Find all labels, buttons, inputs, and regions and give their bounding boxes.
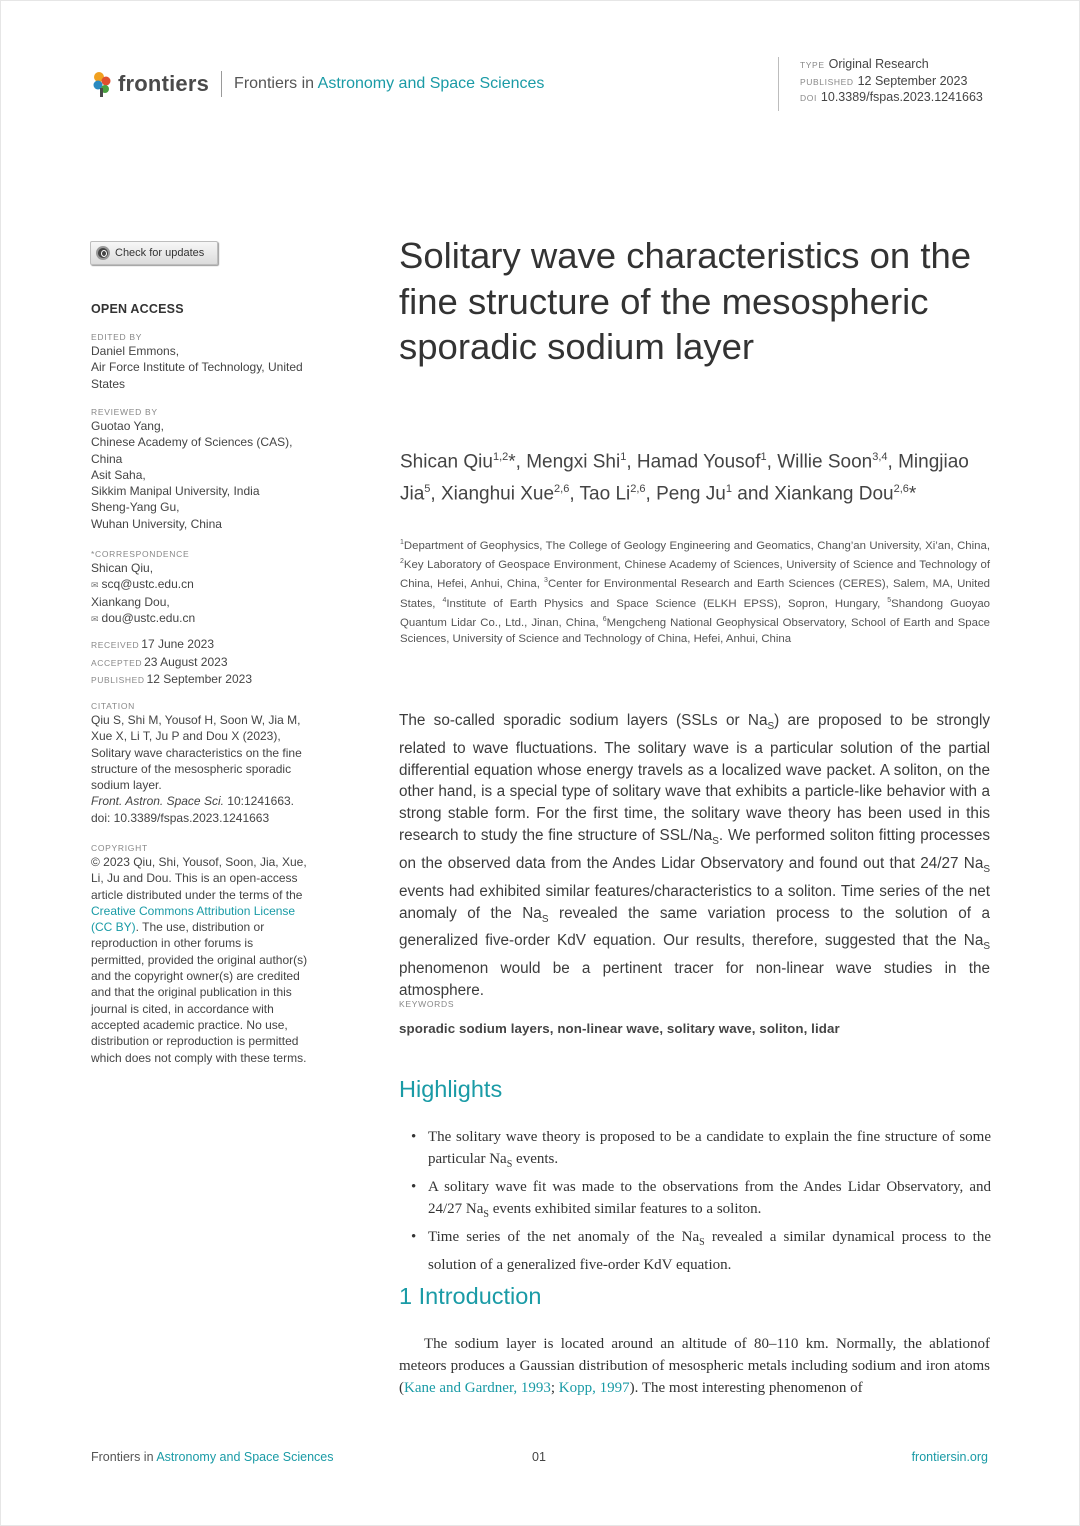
frontiers-logo-icon: [91, 71, 113, 97]
cc-license-link[interactable]: Creative Commons Attribution License: [91, 903, 296, 918]
correspondence-section: *CORRESPONDENCE Shican Qiu, ✉ scq@ustc.edu.cn Xiankang Dou, ✉ dou@ustc.edu.cn: [91, 549, 196, 625]
journal-header: [91, 71, 544, 97]
header-divider: [221, 71, 222, 97]
article-meta: TYPE Original Research PUBLISHED 12 September 2023 DOI 10.3389/fspas.2023.1241663: [778, 57, 983, 111]
article-type: Original Research: [828, 57, 929, 71]
highlights-list: [411, 1126, 991, 1276]
page-number: 01: [532, 1450, 546, 1464]
copyright-line: journal is cited, in accordance with: [91, 1001, 274, 1016]
author-name[interactable]: Xiankang Dou: [774, 483, 894, 505]
copyright-line: and that the original publication in this: [91, 985, 292, 1000]
copyright-line: reproduction in other forums is: [91, 936, 254, 951]
editor-line: Daniel Emmons,: [91, 344, 180, 358]
abstract: The so-called sporadic sodium layers (SSLs or $Na_S$) are proposed to be strongly related to wave fluctuations. The solitary wave is a particular solution of the partial differential equation whose energy travels as a localized wave packet. A soliton, on the other hand, is a special type of solitary wave that exhibits a particle-like behavior with a strong stable form. For the first time, the solitary wave theory has been used in this research to study the fine structure of SSL/$Na_S$. We performed soliton fitting processes on the observed data from the Andes Lidar Observatory and found out that 24/27 $Na_S$ events had exhibited similar features/characteristics to a soliton. Time series of the net anomaly of the $Na_S$ revealed the same variation process to the solution of a generalized five-order KdV equation. Our results, therefore, suggested that the $Na_S$ phenomenon would be a pertinent tracer for non-linear wave studies in the atmosphere.: [399, 712, 990, 999]
reference-link[interactable]: Kane and Gardner, 1993: [404, 1380, 551, 1396]
reference-link[interactable]: Kopp, 1997: [558, 1380, 630, 1396]
cc-by-link[interactable]: (CC BY): [91, 920, 136, 935]
highlight-item: • Time series of the net anomaly of the $Na_S$ revealed a similar dynamical process to the solution of a generalized five-order KdV equation.: [411, 1229, 991, 1273]
keywords: sporadic sodium layers, non-linear wave, solitary wave, soliton, lidar: [399, 1021, 840, 1036]
author-name[interactable]: Hamad Yousof: [636, 451, 761, 473]
citation-line: Qiu S, Shi M, Yousof H, Soon W, Jia M,: [91, 713, 301, 727]
copyright-line: accepted academic practice. No use,: [91, 1017, 288, 1032]
citation-doi[interactable]: doi: 10.3389/fspas.2023.1241663: [91, 810, 270, 825]
affiliations: $^1$Department of Geophysics, The College of Geology Engineering and Geomatics, Chang’an University, Xi’an, China, $^2$Key Laboratory of Geospace Environment, Chinese Academy of Sciences, University of Science and Technology of China, Hefei, Anhui, China, $^3$Center for Environmental Research and Earth Sciences (CERES), Salem, MA, United States, $^4$Institute of Earth Physics and Space Science (ELKH EPSS), Sopron, Hungary, $^5$Shandong Guoyao Quantum Lidar Co., Ltd., Jinan, China, $^6$Mengcheng National Geophysical Observatory, School of Earth and Space Sciences, University of Science and Technology of China, Hefei, Anhui, China: [400, 539, 991, 646]
copyright-line: Li, Ju and Dou. This is an open-access: [91, 871, 298, 886]
email-link[interactable]: dou@ustc.edu.cn: [101, 610, 196, 625]
journal-name[interactable]: Frontiers in Astronomy and Space Sciences: [234, 75, 545, 92]
citation-line: sodium layer.: [91, 778, 162, 793]
citation-line: Solitary wave characteristics on the fine: [91, 745, 302, 760]
keywords-label: KEYWORDS: [399, 999, 455, 1009]
author-name[interactable]: Mengxi Shi: [526, 451, 621, 473]
introduction-text: The sodium layer is located around an altitude of 80–110 km. Normally, the ablationof meteors produces a Gaussian distribution of mesospheric metals including sodium and iron atoms (Kane and Gardner, 1993; Kopp, 1997). The most interesting phenomenon of: [399, 1336, 990, 1396]
open-access-label: OPEN ACCESS: [91, 302, 184, 316]
copyright-line: article distributed under the terms of the: [91, 887, 303, 902]
copyright-section: COPYRIGHT © 2023 Qiu, Shi, Yousof, Soon, Jia, Xue, Li, Ju and Dou. This is an open-access article distributed under the terms of the Creative Commons Attribution License (CC BY). The use, distribution or reproduction in other forums is permitted, provided the original author(s) and the copyright owner(s) are credited and that the original publication in this journal is cited, in accordance with accepted academic practice. No use, distribution or reproduction is permitted which does not comply with these terms.: [91, 842, 336, 1066]
editor-line: Air Force Institute of Technology, United: [91, 360, 303, 375]
copyright-line: © 2023 Qiu, Shi, Yousof, Soon, Jia, Xue,: [91, 855, 307, 869]
article-title: Solitary wave characteristics on the fine structure of the mesospheric sporadic sodium layer: [399, 235, 972, 367]
footer-journal[interactable]: Frontiers in Astronomy and Space Sciences: [91, 1450, 334, 1464]
author-name[interactable]: Xianghui Xue: [440, 483, 555, 505]
reviewer-line: Asit Saha,: [91, 467, 146, 482]
reviewer-line: Guotao Yang,: [91, 419, 164, 433]
email-link[interactable]: scq@ustc.edu.cn: [101, 577, 194, 592]
author-name[interactable]: Peng Ju: [656, 483, 726, 505]
published-date: 12 September 2023: [857, 73, 968, 88]
reviewer-line: Sheng-Yang Gu,: [91, 500, 180, 515]
edited-by-section: EDITED BY Daniel Emmons, Air Force Institute of Technology, United States: [91, 331, 336, 392]
mail-icon: ✉: [91, 580, 99, 591]
dates-section: RECEIVED 17 June 2023 ACCEPTED 23 August 2023 PUBLISHED 12 September 2023: [91, 637, 253, 686]
reviewer-line: China: [91, 451, 123, 466]
introduction-heading: 1 Introduction: [399, 1283, 542, 1309]
highlight-item: • The solitary wave theory is proposed to be a candidate to explain the fine structure of some particular $Na_S$ events.: [411, 1129, 991, 1170]
mail-icon: ✉: [91, 613, 99, 624]
author-name[interactable]: Mingjiao Jia: [400, 451, 969, 505]
citation-section: CITATION Qiu S, Shi M, Yousof H, Soon W, Jia M, Xue X, Li T, Ju P and Dou X (2023), Solitary wave characteristics on the fine structure of the mesospheric sporadic sodium layer. Front. Astron. Space Sci. 10:1241663. doi: 10.3389/fspas.2023.1241663: [91, 700, 336, 826]
reviewed-by-section: REVIEWED BY Guotao Yang, Chinese Academy of Sciences (CAS), China Asit Saha, Sikkim Manipal University, India Sheng-Yang Gu, Wuhan University, China: [91, 406, 336, 532]
citation-line: Xue X, Li T, Ju P and Dou X (2023),: [91, 729, 281, 744]
author-list: Shican Qiu$^{1,2}$*, Mengxi Shi$^1$, Hamad Yousof$^1$, Willie Soon$^{3,4}$, Mingjiao Jia$^5$, Xianghui Xue$^{2,6}$, Tao Li$^{2,6}$, Peng Ju$^1$ and Xiankang Dou$^{2,6}$*: [400, 451, 969, 505]
highlights-heading: Highlights: [399, 1076, 503, 1102]
author-name[interactable]: Willie Soon: [777, 451, 873, 473]
reviewer-line: Wuhan University, China: [91, 516, 222, 531]
citation-line: structure of the mesospheric sporadic: [91, 761, 292, 776]
copyright-line: distribution or reproduction is permitted: [91, 1034, 299, 1049]
author-name[interactable]: Shican Qiu: [400, 451, 493, 473]
brand-wordmark: frontiers: [118, 71, 210, 96]
reviewer-line: Sikkim Manipal University, India: [91, 484, 260, 499]
reviewer-line: Chinese Academy of Sciences (CAS),: [91, 435, 293, 450]
author-name[interactable]: Tao Li: [579, 483, 631, 505]
update-icon: [96, 246, 110, 260]
copyright-line: permitted, provided the original author(s): [91, 952, 308, 967]
doi-link[interactable]: 10.3389/fspas.2023.1241663: [820, 90, 983, 104]
highlight-item: • A solitary wave fit was made to the observations from the Andes Lidar Observatory, and 24/27 $Na_S$ events exhibited similar features to a soliton.: [411, 1179, 991, 1220]
copyright-line: which does not comply with these terms.: [91, 1050, 307, 1065]
editor-line: States: [91, 376, 126, 391]
footer-site-link[interactable]: frontiersin.org: [911, 1450, 988, 1464]
check-for-updates-button[interactable]: Check for updates: [90, 241, 218, 265]
copyright-line: and the copyright owner(s) are credited: [91, 969, 300, 984]
